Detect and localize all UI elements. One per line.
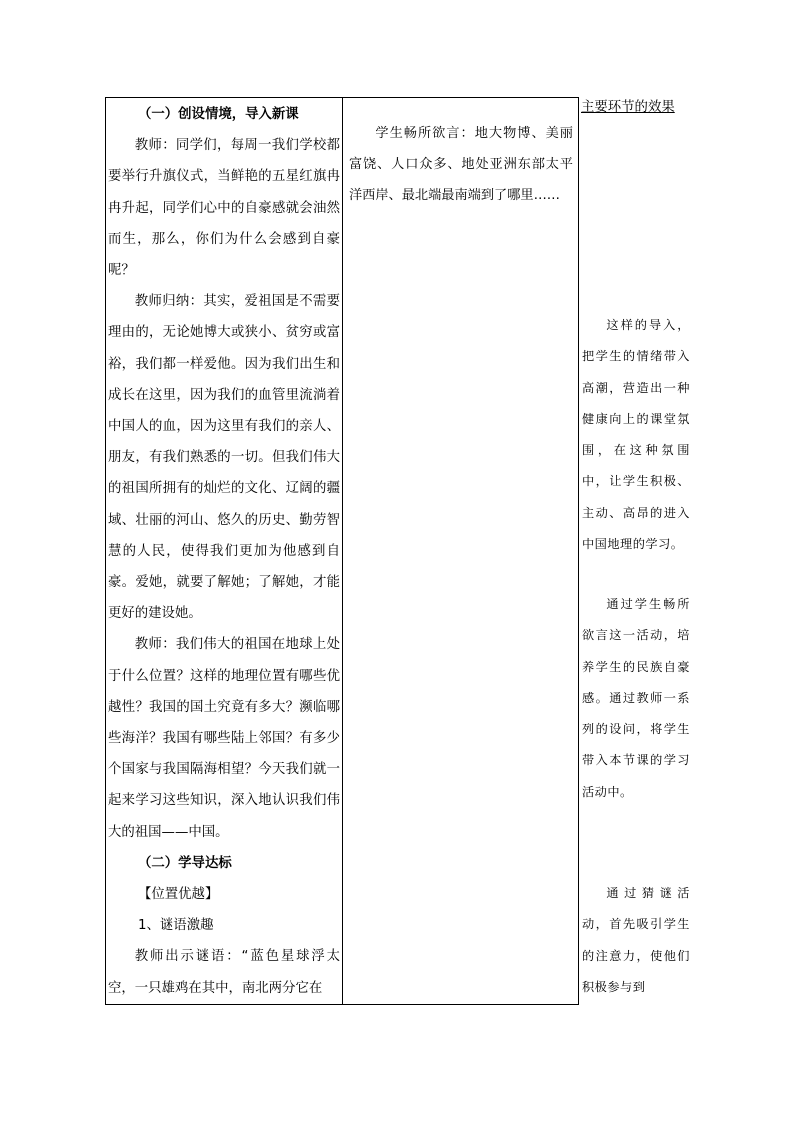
note-text: 通过猜谜活动，首先吸引学生的注意力，使他们积极参与到 (582, 886, 690, 994)
paragraph: 教师：同学们，每周一我们学校都要举行升旗仪式，当鲜艳的五星红旗冉冉升起，同学们心中的自豪感就会油然而生，那么，你们为什么会感到自豪呢？ (108, 138, 340, 279)
paragraph: 教师归纳：其实，爱祖国是不需要理由的，无论她博大或狭小、贫穷或富裕，我们都一样爱他。因为我们出生和成长在这里，因为我们的血管里流淌着中国人的血，因为这里有我们的亲人、朋友，有我们熟悉的一切。但我们伟大的祖国所拥有的灿烂的文化、辽阔的疆域、壮丽的河山、悠久的历史、勤劳智慧的人民，使得我们更加为他感到自豪。爱她，就要了解她；了解她，才能更好的建设她。 (108, 294, 340, 622)
subsection-title: 【位置优越】 (138, 887, 219, 903)
column-divider (342, 97, 343, 1005)
section2-heading: （二）学导达标 (138, 855, 232, 871)
note-text: 通过学生畅所欲言这一活动，培养学生的民族自豪感。通过教师一系列的设问，将学生带入本节课的学习活动中。 (582, 597, 690, 799)
note-text: 这样的导入，把学生的情绪带入高潮，营造出一种健康向上的课堂氛围，在这种氛围中，让学生积极、主动、高昂的进入中国地理的学习。 (582, 318, 690, 552)
teacher-activity-column (106, 99, 342, 1004)
effect-note (582, 310, 690, 560)
effect-note (582, 878, 690, 1003)
student-activity-column (343, 118, 577, 212)
paragraph: 教师：我们伟大的祖国在地球上处于什么位置？这样的地理位置有哪些优越性？我国的国土究竟有多大？濒临哪些海洋？我国有哪些陆上邻国？有多少个国家与我国隔海相望？今天我们就一起来学习这些知识，深入地认识我们伟大的祖国——中国。 (108, 637, 340, 840)
effect-note (582, 589, 690, 808)
paragraph: 教师出示谜语：“蓝色星球浮太空，一只雄鸡在其中，南北两分它在 (108, 949, 340, 996)
paragraph: 学生畅所欲言：地大物博、美丽富饶、人口众多、地处亚洲东部太平洋西岸、最北端最南端到了哪里…… (349, 126, 573, 204)
effect-column-header: 主要环节的效果 (581, 100, 675, 115)
numbered-item: 1、谜语激趣 (138, 918, 214, 934)
section1-heading: （一）创设情境，导入新课 (138, 107, 299, 122)
